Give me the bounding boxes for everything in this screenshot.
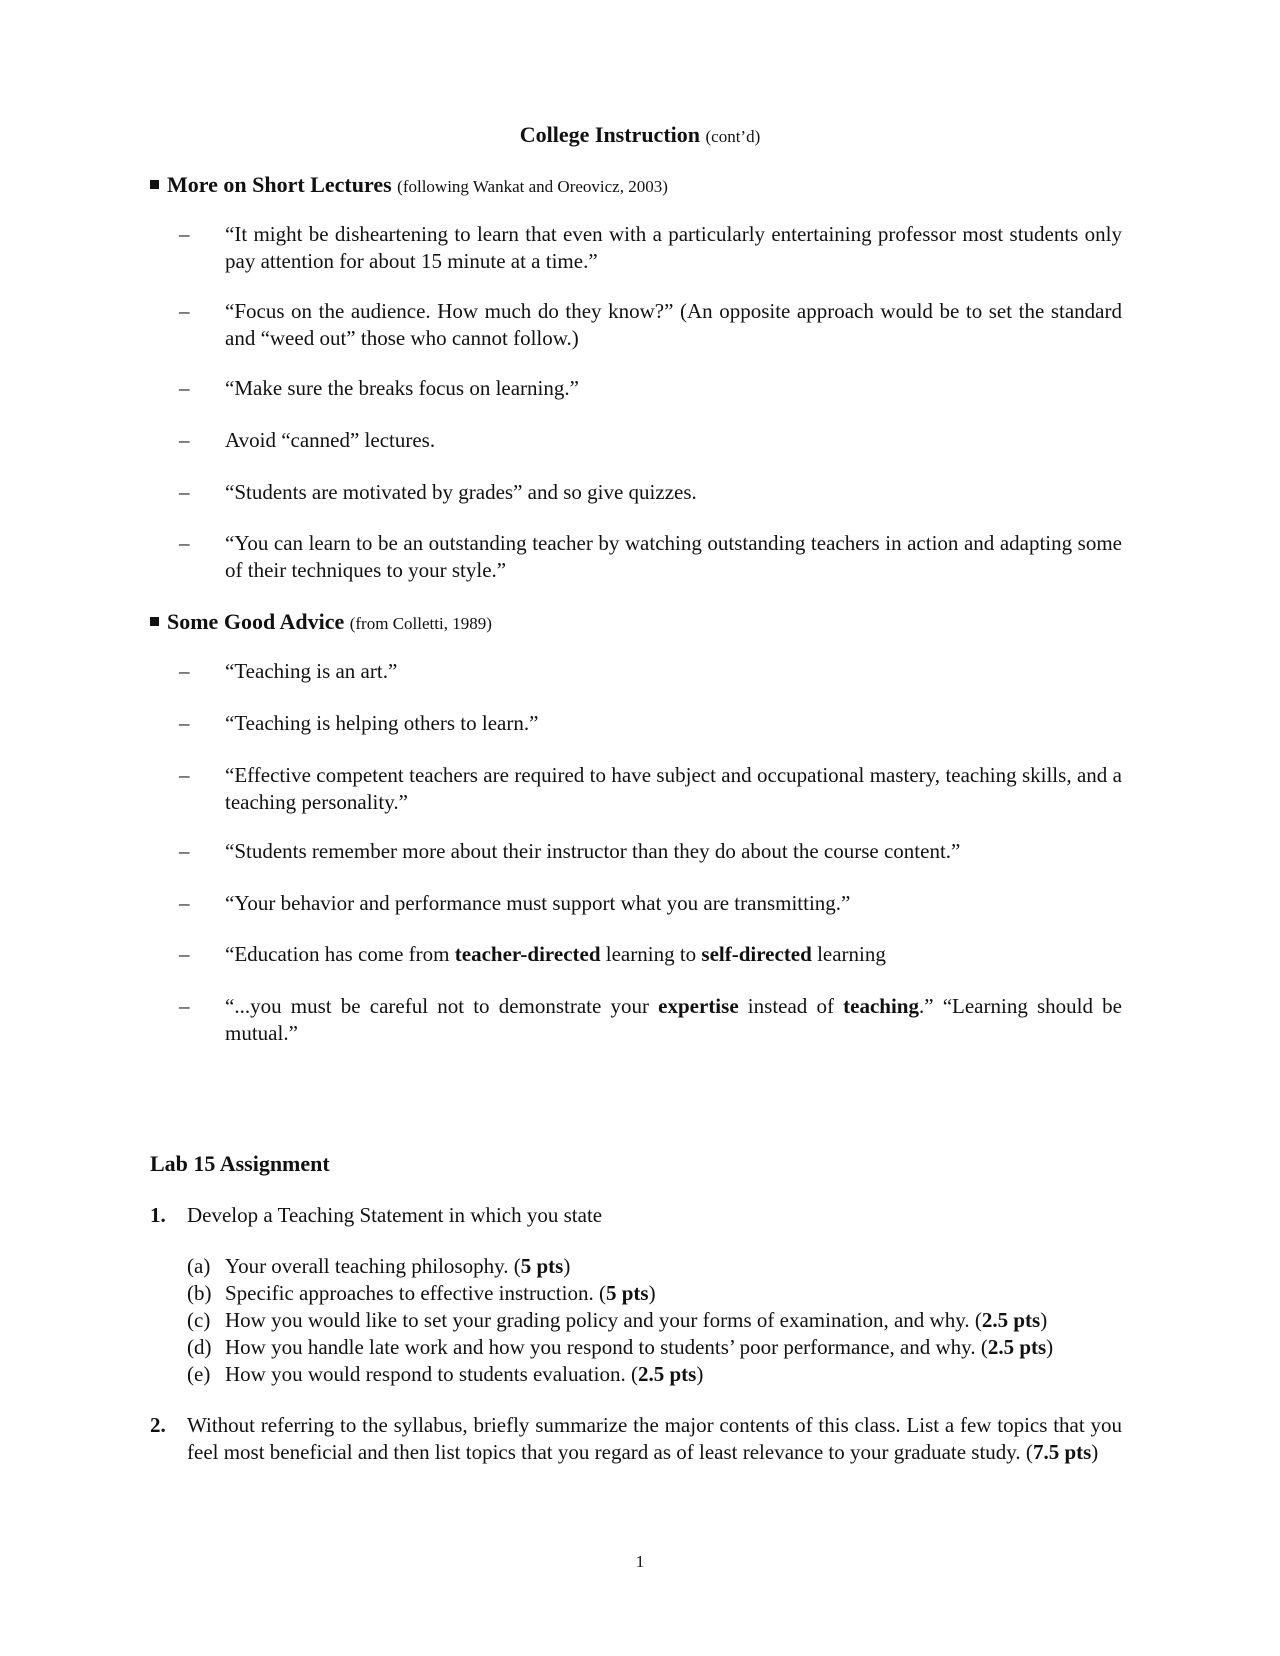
list-item: – “Education has come from teacher-directed learning to self-directed learning xyxy=(179,942,886,966)
list-item: – “Make sure the breaks focus on learning.” xyxy=(179,376,579,400)
question-1-part-e: (e) How you would respond to students evaluation. (2.5 pts) xyxy=(187,1362,704,1386)
list-item: – “...you must be careful not to demonstrate your expertise instead of teaching.” “Learning should be mutual.” xyxy=(179,994,1122,1045)
square-bullet-icon xyxy=(150,617,159,626)
section-heading-short-lectures: More on Short Lectures (following Wankat and Oreovicz, 2003) xyxy=(150,171,668,200)
list-item: – “Students remember more about their instructor than they do about the course content.” xyxy=(179,839,961,863)
list-item: – “Your behavior and performance must support what you are transmitting.” xyxy=(179,891,851,915)
list-item: – “Focus on the audience. How much do they know?” (An opposite approach would be to set the standard and “weed out” those who cannot follow.) xyxy=(179,299,1122,350)
question-1-part-d: (d) How you handle late work and how you respond to students’ poor performance, and why. (2.5 pts) xyxy=(187,1335,1054,1359)
square-bullet-icon xyxy=(150,180,159,189)
question-1-part-a: (a) Your overall teaching philosophy. (5 pts) xyxy=(187,1254,571,1278)
list-item: – “Teaching is an art.” xyxy=(179,659,398,683)
list-item: – “It might be disheartening to learn that even with a particularly entertaining professor most students only pay attention for about 15 minute at a time.” xyxy=(179,222,1122,273)
list-item: – “You can learn to be an outstanding teacher by watching outstanding teachers in action and adapting some of their techniques to your style.” xyxy=(179,531,1122,582)
section-heading-good-advice: Some Good Advice (from Colletti, 1989) xyxy=(150,608,492,637)
list-item: – Avoid “canned” lectures. xyxy=(179,428,436,452)
question-1-part-c: (c) How you would like to set your grading policy and your forms of examination, and why. (2.5 pts) xyxy=(187,1308,1048,1332)
list-item: – “Teaching is helping others to learn.” xyxy=(179,711,539,735)
page-title: College Instruction (cont’d) xyxy=(519,122,761,147)
lab-heading: Lab 15 Assignment xyxy=(150,1151,330,1176)
list-item: – “Students are motivated by grades” and so give quizzes. xyxy=(179,480,697,504)
question-1: 1. Develop a Teaching Statement in which you state xyxy=(150,1203,603,1227)
question-2: 2. Without referring to the syllabus, briefly summarize the major contents of this class. List a few topics that you feel most beneficial and then list topics that you regard as of least relevance to your graduate study. (7.5 pts) xyxy=(150,1413,1122,1464)
question-1-part-b: (b) Specific approaches to effective instruction. (5 pts) xyxy=(187,1281,656,1305)
list-item: – “Effective competent teachers are required to have subject and occupational mastery, teaching skills, and a teaching personality.” xyxy=(179,763,1122,814)
page-number: 1 xyxy=(635,1552,645,1571)
